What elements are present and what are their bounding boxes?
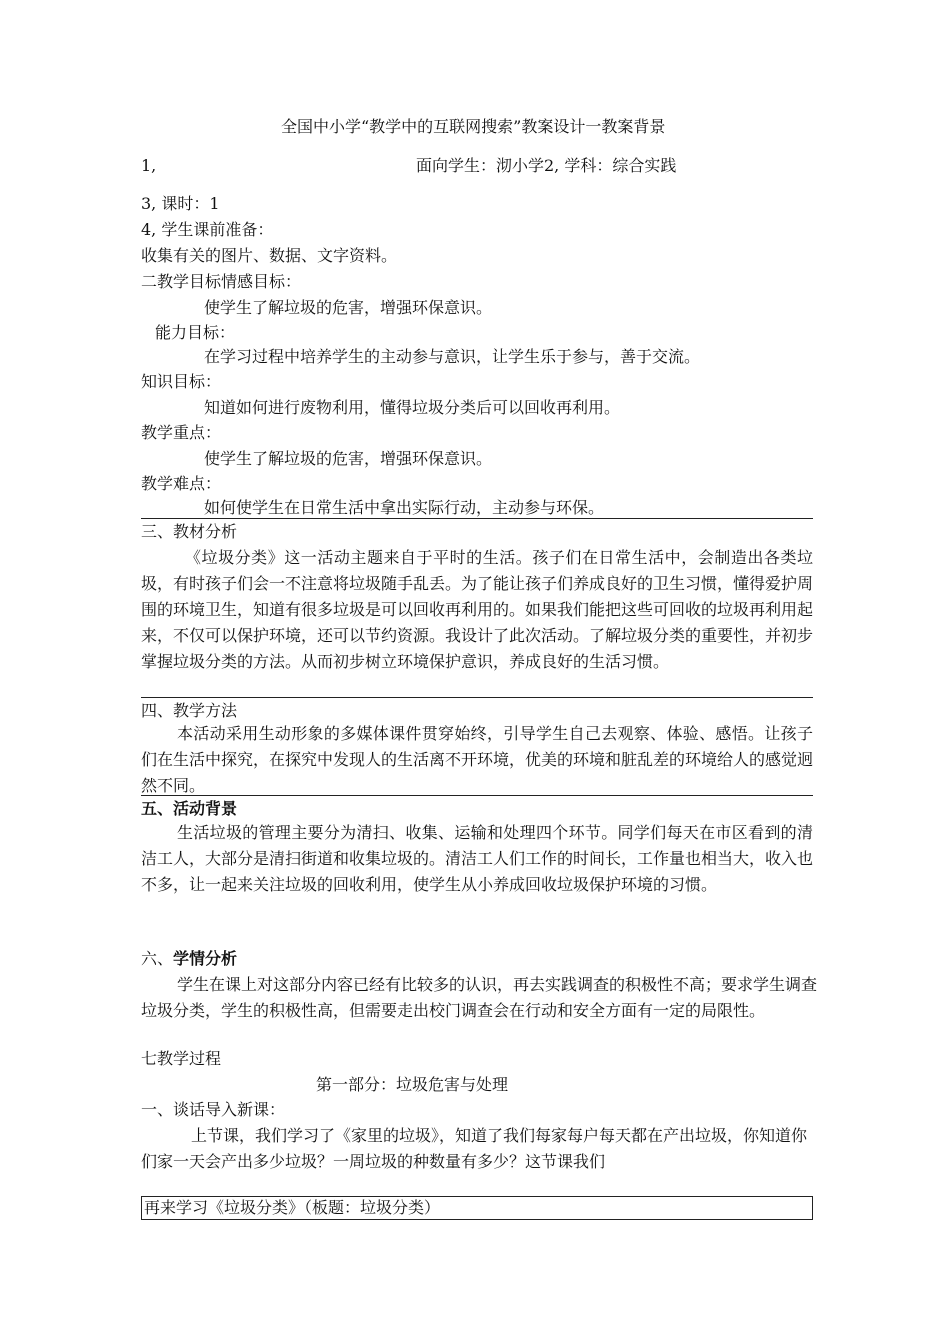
key-point: 使学生了解垃圾的危害，增强环保意识。 bbox=[204, 449, 493, 468]
goals-heading: 二教学目标情感目标： bbox=[141, 272, 302, 291]
ability-label: 能力目标： bbox=[155, 323, 236, 342]
info-line-1-text: 面向学生：沏小学2, 学科：综合实践 bbox=[416, 156, 677, 175]
difficulty-label: 教学难点： bbox=[141, 474, 222, 493]
info-line-4: 4, 学生课前准备： bbox=[141, 220, 274, 239]
intro-subheading: 一、谈话导入新课： bbox=[141, 1100, 286, 1119]
boxed-text: 再来学习《垃圾分类》（板题：垃圾分类） bbox=[141, 1196, 813, 1220]
intro-body: 上节课，我们学习了《家里的垃圾》，知道了我们每家每户每天都在产出垃圾，你知道你们家一天会产出多少垃圾？一周垃圾的种数量有多少？这节课我们 bbox=[141, 1126, 808, 1171]
difficulty-point: 如何使学生在日常生活中拿出实际行动，主动参与环保。 bbox=[204, 498, 605, 517]
section3-body: 《垃圾分类》这一活动主题来自于平时的生活。孩子们在日常生活中，会制造出各类垃圾，有时孩子们会一不注意将垃圾随手乱丢。为了能让孩子们养成良好的卫生习惯，懂得爱护周围的环境卫生，知道有很多垃圾是可以回收再利用的。如果我们能把这些可回收的垃圾再利用起来，不仅可以保护环境，还可以节约资源。我设计了此次活动。了解垃圾分类的重要性，并初步掌握垃圾分类的方法。从而初步树立环境保护意识，养成良好的生活习惯。 bbox=[141, 548, 814, 671]
info-line-1-number: 1, bbox=[141, 156, 157, 175]
section6-heading-title: 学情分析 bbox=[173, 949, 238, 968]
divider bbox=[141, 518, 813, 519]
document-title: 全国中小学“教学中的互联网搜索”教案设计一教案背景 bbox=[281, 117, 666, 136]
section5-heading: 五、活动背景 bbox=[141, 799, 238, 818]
section6-body: 学生在课上对这部分内容已经有比较多的认识，再去实践调查的积极性不高；要求学生调查垃圾分类，学生的积极性高，但需要走出校门调查会在行动和安全方面有一定的局限性。 bbox=[141, 975, 818, 1020]
key-label: 教学重点： bbox=[141, 423, 222, 442]
section4-heading: 四、教学方法 bbox=[141, 701, 238, 720]
info-line-3: 3, 课时：1 bbox=[141, 194, 220, 213]
section4-body: 本活动采用生动形象的多媒体课件贯穿始终，引导学生自己去观察、体验、感悟。让孩子们在生活中探究，在探究中发现人的生活离不开环境，优美的环境和脏乱差的环境给人的感觉迥然不同。 bbox=[141, 724, 814, 795]
section7-heading: 七教学过程 bbox=[141, 1049, 222, 1068]
ability-goal: 在学习过程中培养学生的主动参与意识，让学生乐于参与，善于交流。 bbox=[204, 347, 701, 366]
section5-body: 生活垃圾的管理主要分为清扫、收集、运输和处理四个环节。同学们每天在市区看到的清洁工人，大部分是清扫街道和收集垃圾的。清洁工人们工作的时间长，工作量也相当大，收入也不多，让一起来关注垃圾的回收利用，使学生从小养成回收垃圾保护环境的习惯。 bbox=[141, 823, 814, 894]
knowledge-label: 知识目标： bbox=[141, 372, 222, 391]
section3-heading: 三、教材分析 bbox=[141, 522, 238, 541]
divider bbox=[141, 795, 813, 796]
prep-text: 收集有关的图片、数据、文字资料。 bbox=[141, 246, 398, 265]
emotion-goal: 使学生了解垃圾的危害，增强环保意识。 bbox=[204, 298, 493, 317]
section6-heading-prefix: 六、 bbox=[141, 949, 174, 968]
part1-title: 第一部分：垃圾危害与处理 bbox=[316, 1075, 509, 1094]
knowledge-goal: 知道如何进行废物利用，懂得垃圾分类后可以回收再利用。 bbox=[204, 398, 621, 417]
divider bbox=[141, 697, 813, 698]
section6-heading bbox=[141, 949, 813, 969]
